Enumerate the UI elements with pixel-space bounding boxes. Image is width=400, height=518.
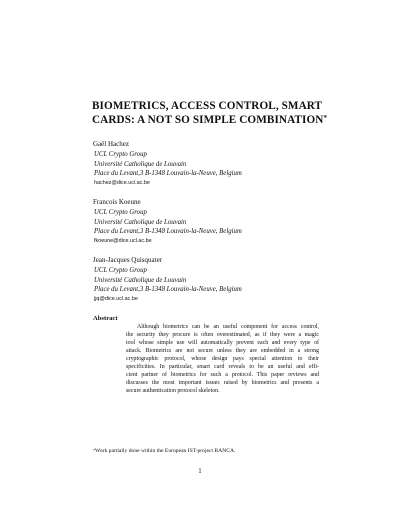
- abstract-line: Although biometrics can be an useful component for access control,: [137, 324, 319, 330]
- abstract-line: discusses the most important issues raised by biometrics and presents a: [126, 380, 319, 387]
- author-group: UCL Crypto Group: [94, 209, 147, 217]
- title-line-2: [92, 113, 382, 127]
- title-footnote-mark: *: [323, 114, 328, 122]
- abstract-line: the security they procure is often overestimated, as if they were a magic: [126, 332, 319, 339]
- abstract-line: tool whose simple use will automatically prevent each and every type of: [126, 340, 319, 347]
- author-address: Place du Levant,3 B-1348 Louvain-la-Neuve, Belgium: [94, 170, 242, 178]
- page-number: 1: [198, 468, 202, 475]
- author-address: Place du Levant,3 B-1348 Louvain-la-Neuve, Belgium: [94, 286, 242, 294]
- author-name: Francois Koeune: [93, 198, 141, 206]
- title-line-1: BIOMETRICS, ACCESS CONTROL, SMART: [92, 100, 323, 112]
- abstract-heading: Abstract: [93, 315, 118, 322]
- author-name: Jean-Jacques Quisquater: [93, 256, 163, 264]
- author-email: hachez@dice.ucl.ac.be: [94, 179, 150, 186]
- abstract-line: attack. Biometrics are not secure unless they are embedded in a strong: [126, 348, 319, 355]
- author-university: Université Catholique de Louvain: [94, 160, 187, 168]
- author-block-1: [93, 140, 242, 188]
- footnote-mark: *: [93, 448, 95, 453]
- author-email: fkoeune@dice.ucl.ac.be: [94, 237, 152, 244]
- author-block-3: [93, 256, 242, 304]
- author-university: Université Catholique de Louvain: [94, 218, 187, 226]
- author-university: Université Catholique de Louvain: [94, 276, 187, 284]
- author-address: Place du Levant,3 B-1348 Louvain-la-Neuve, Belgium: [94, 228, 242, 236]
- abstract-line: specificities. In particular, smart card reveals to be an useful and effi-: [126, 364, 319, 371]
- title-line-2-text: CARDS: A NOT SO SIMPLE COMBINATION: [92, 114, 324, 126]
- footnote: [93, 448, 235, 454]
- abstract-line: cient partner of biometrics for such a protocol. This paper reviews and: [126, 372, 319, 379]
- abstract-line: secure authentication protocol skeleton.: [126, 388, 220, 395]
- abstract-line: cryptographic protocol, whose design pays special attention to their: [126, 356, 319, 363]
- abstract-body: [126, 323, 319, 395]
- author-name: Gaël Hachez: [93, 140, 129, 148]
- author-block-2: [93, 198, 242, 246]
- paper-title: [92, 99, 382, 127]
- footnote-text: Work partially done within the European IST-project BANCA.: [95, 448, 236, 454]
- author-group: UCL Crypto Group: [94, 151, 147, 159]
- author-email: jjq@dice.ucl.ac.be: [94, 295, 138, 302]
- author-group: UCL Crypto Group: [94, 267, 147, 275]
